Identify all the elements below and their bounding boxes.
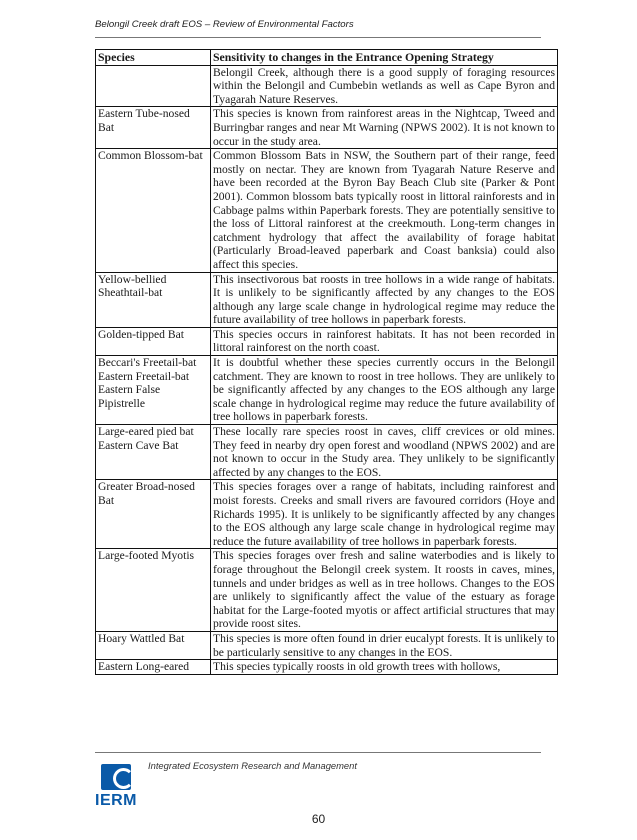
footer-org-name: Integrated Ecosystem Research and Management xyxy=(148,760,357,771)
sensitivity-cell: This insectivorous bat roosts in tree hollows in a wide range of habitats. It is unlikely to be significantly affected by any changes to the EOS although any large scale change in hydrological regime may reduce the future availability of tree hollows in paperbark forests. xyxy=(211,272,558,327)
page-number: 60 xyxy=(311,812,326,826)
running-header: Belongil Creek draft EOS – Review of Environmental Factors xyxy=(95,19,354,30)
sensitivity-cell: Common Blossom Bats in NSW, the Southern part of their range, feed mostly on nectar. They are known from Tyagarah Nature Reserve and have been recorded at the Byron Bay Beach Club site (Parker & Pont 2001). Common blossom bats typically roost in littoral rainforests and in Cabbage palms within Paperbark forests. They are potentially sensitive to the loss of Littoral rainforest at the creekmouth. Long-term changes in catchment hydrology that affect the availability of forage habitat (Particularly Broad-leaved paperbark and Coast banksia) could also affect this species. xyxy=(211,149,558,272)
sensitivity-cell: These locally rare species roost in caves, cliff crevices or old mines. They feed in nearby dry open forest and woodland (NPWS 2002) and are not known to occur in the Study area. They unlikely to be significantly affected by any changes to the EOS. xyxy=(211,425,558,480)
sensitivity-cell: It is doubtful whether these species currently occurs in the Belongil catchment. They are known to roost in tree hollows. They are unlikely to be significantly affected by any changes to the EOS although any large scale change in hydrological regime may reduce the future availability of tree hollows in paperbark forests. xyxy=(211,356,558,425)
species-cell xyxy=(96,65,211,107)
table-row xyxy=(96,549,558,632)
species-cell: Large-footed Myotis xyxy=(96,549,211,632)
table-row xyxy=(96,660,558,675)
species-cell: Hoary Wattled Bat xyxy=(96,631,211,659)
column-header-species: Species xyxy=(96,50,211,66)
table-row xyxy=(96,272,558,327)
species-cell: Yellow-bellied Sheathtail-bat xyxy=(96,272,211,327)
sensitivity-cell: This species forages over a range of habitats, including rainforest and moist forests. Creeks and small rivers are favoured corridors (Hoye and Richards 1995). It is unlikely to be significantly affected by any changes to the EOS although any large scale change in hydrological regime may reduce the future availability of tree hollows in paperbark forests. xyxy=(211,480,558,549)
species-cell: Large-eared pied bat Eastern Cave Bat xyxy=(96,425,211,480)
table-row xyxy=(96,425,558,480)
sensitivity-cell: This species is known from rainforest areas in the Nightcap, Tweed and Burringbar ranges and near Mt Warning (NPWS 2002). It is not known to occur in the study area. xyxy=(211,107,558,149)
species-cell: Eastern Long-eared xyxy=(96,660,211,675)
sensitivity-cell: This species is more often found in drier eucalypt forests. It is unlikely to be particularly sensitive to any changes in the EOS. xyxy=(211,631,558,659)
column-header-sensitivity: Sensitivity to changes in the Entrance Opening Strategy xyxy=(211,50,558,66)
species-cell: Common Blossom-bat xyxy=(96,149,211,272)
sensitivity-cell: This species typically roosts in old growth trees with hollows, xyxy=(211,660,558,675)
table-row xyxy=(96,631,558,659)
table-row xyxy=(96,480,558,549)
species-cell: Beccari's Freetail-bat Eastern Freetail-bat Eastern False Pipistrelle xyxy=(96,356,211,425)
species-sensitivity-table xyxy=(95,49,558,675)
table-header-row xyxy=(96,50,558,66)
sensitivity-cell: This species occurs in rainforest habitats. It has not been recorded in littoral rainforest on the north coast. xyxy=(211,327,558,355)
table-row xyxy=(96,65,558,107)
ierm-logo-icon xyxy=(101,764,131,790)
species-cell: Greater Broad-nosed Bat xyxy=(96,480,211,549)
species-cell: Eastern Tube-nosed Bat xyxy=(96,107,211,149)
footer-rule xyxy=(95,752,541,753)
table-row xyxy=(96,107,558,149)
species-cell: Golden-tipped Bat xyxy=(96,327,211,355)
sensitivity-cell: Belongil Creek, although there is a good supply of foraging resources within the Belongil and Cumbebin wetlands as well as Cape Byron and Tyagarah Nature Reserves. xyxy=(211,65,558,107)
logo-text: IERM xyxy=(95,792,137,809)
table-row xyxy=(96,327,558,355)
table-row xyxy=(96,356,558,425)
table-row xyxy=(96,149,558,272)
sensitivity-cell: This species forages over fresh and saline waterbodies and is likely to forage throughout the Belongil creek system. It roosts in caves, mines, tunnels and under bridges as well as in tree hollows. Changes to the EOS are unlikely to significantly affect the value of the estuary as forage habitat for the Large-footed myotis or affect artificial structures that may provide roost sites. xyxy=(211,549,558,632)
header-rule xyxy=(95,37,541,38)
